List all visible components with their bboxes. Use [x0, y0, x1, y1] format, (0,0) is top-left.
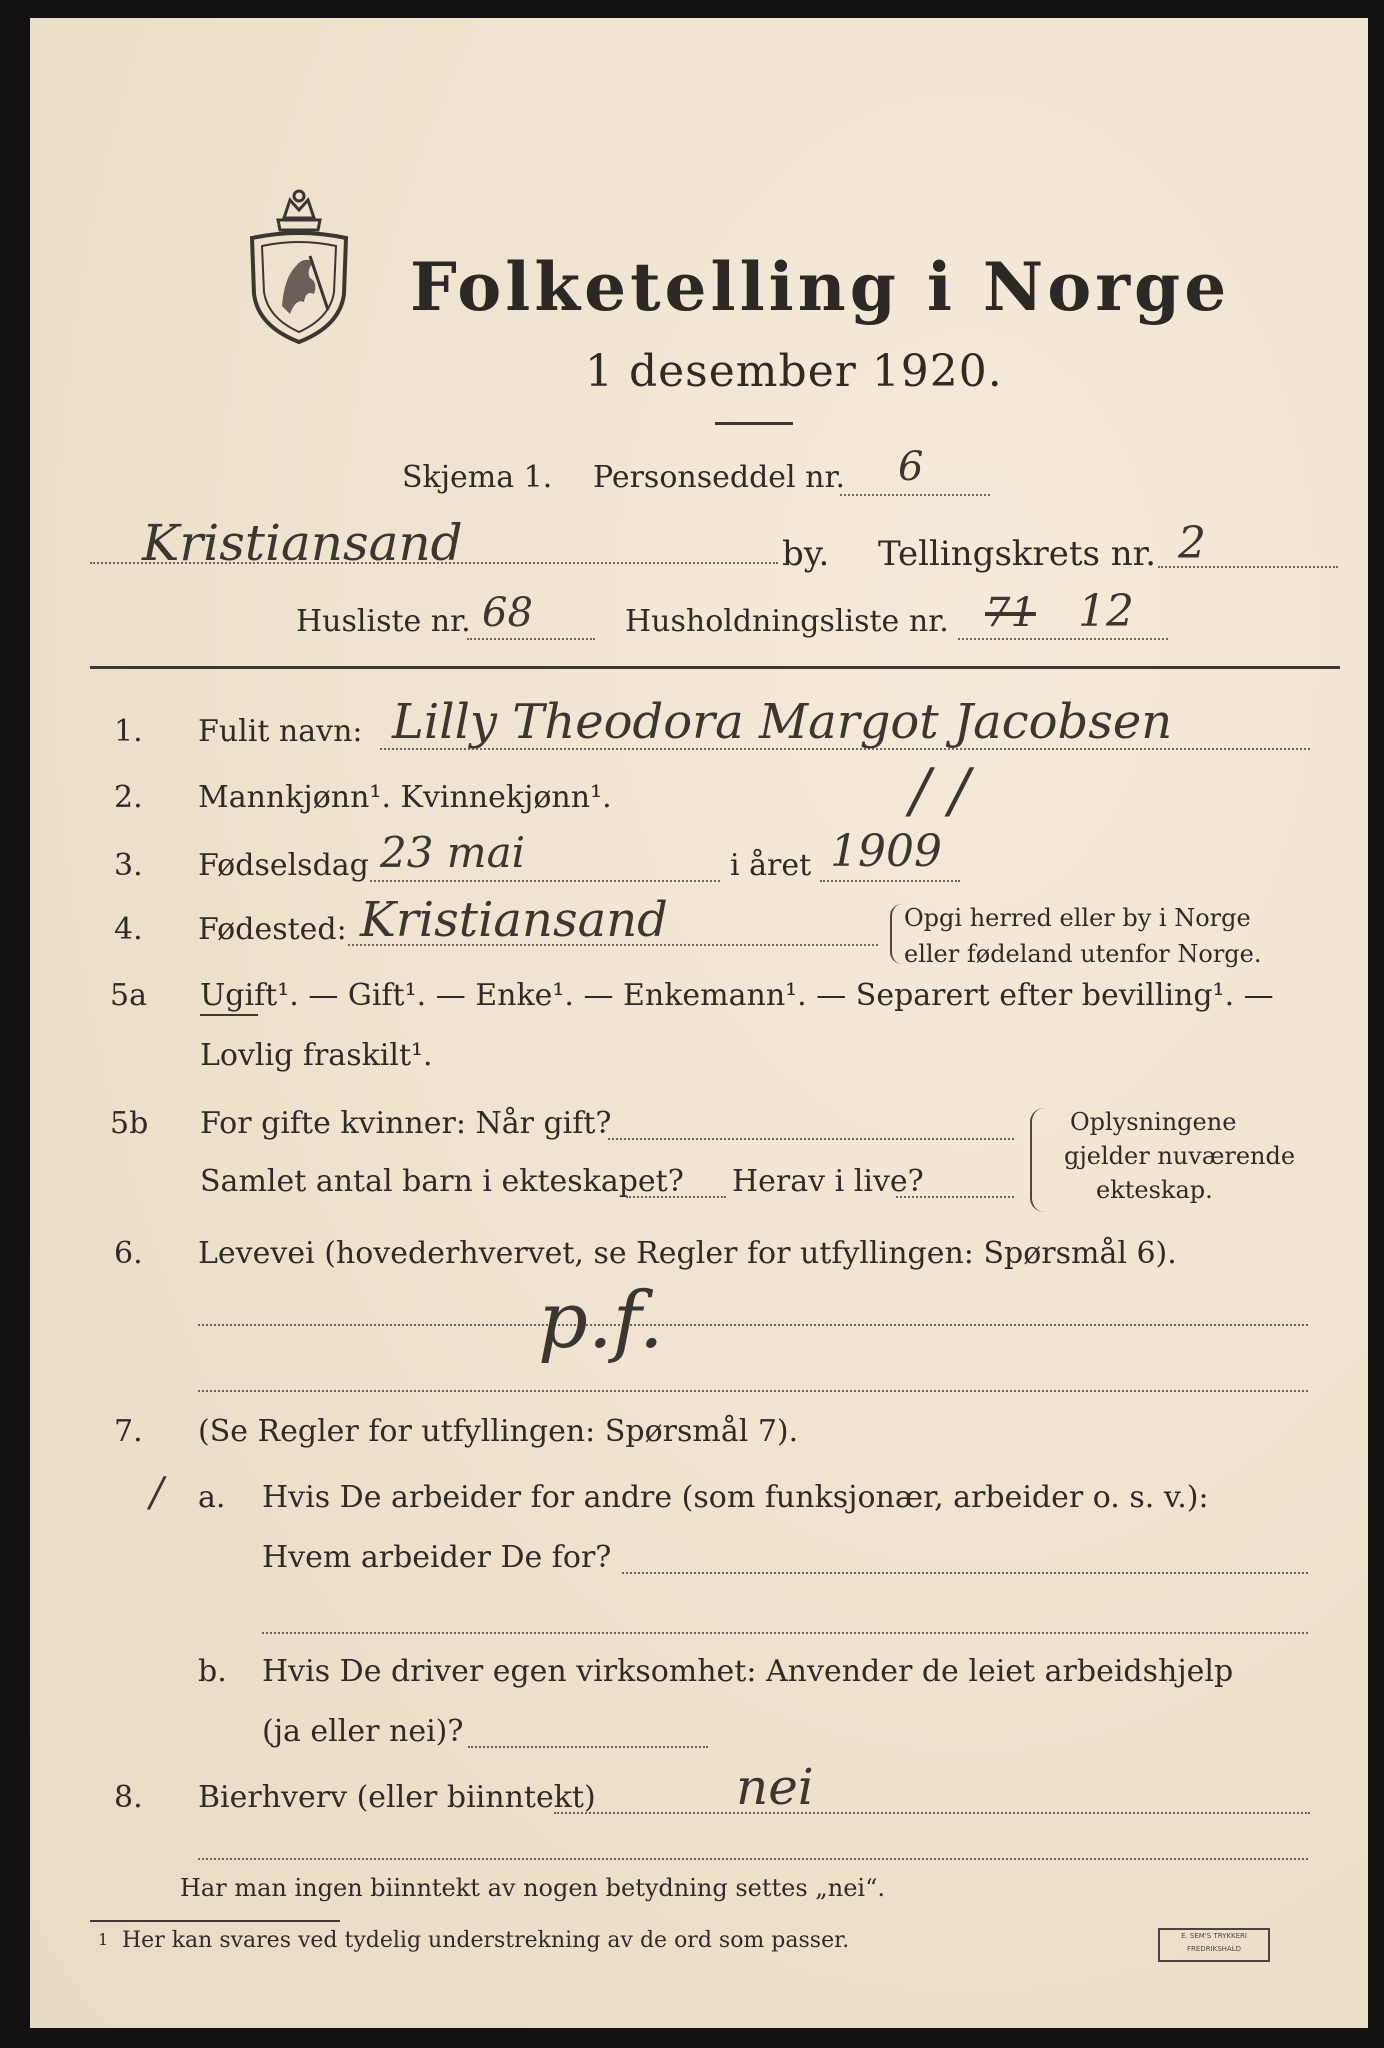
- q4-note-line2: eller fødeland utenfor Norge.: [904, 940, 1262, 968]
- q8-label: Bierhverv (eller biinntekt): [198, 1780, 596, 1815]
- ugift-underline: [200, 1014, 258, 1016]
- q7-number: 7.: [114, 1414, 143, 1449]
- q5b-note-line1: Oplysningene: [1070, 1108, 1237, 1136]
- husholdningsliste-value: 12: [1078, 586, 1134, 637]
- q5a-number: 5a: [110, 978, 147, 1013]
- husholdningsliste-label: Husholdningsliste nr.: [625, 604, 949, 639]
- printer-stamp-line2: FREDRIKSHALD: [1186, 1945, 1241, 1953]
- husholdningsliste-line: [958, 638, 1168, 640]
- printer-stamp-line1: E. SEM'S TRYKKERI: [1181, 1932, 1247, 1940]
- husholdningsliste-struck-value: 71: [985, 590, 1036, 636]
- husliste-line: [467, 638, 595, 640]
- birthday-value: 23 mai: [380, 828, 526, 877]
- husliste-label: Husliste nr.: [296, 604, 471, 639]
- q5b-line2a: Samlet antal barn i ekteskapet?: [200, 1164, 684, 1199]
- q6-number: 6.: [114, 1236, 143, 1271]
- q5b-line1: For gifte kvinner: Når gift?: [200, 1106, 612, 1141]
- q3-day-line: [370, 880, 720, 882]
- husliste-value: 68: [482, 590, 533, 636]
- q7a-mark: /: [150, 1470, 164, 1516]
- birthplace-value: Kristiansand: [360, 892, 668, 948]
- header-divider: [90, 666, 1340, 669]
- q2-label: Mannkjønn¹. Kvinnekjønn¹.: [198, 780, 612, 815]
- q4-note-line1: Opgi herred eller by i Norge: [904, 904, 1251, 932]
- personseddel-line: [840, 494, 990, 496]
- q5a-line2: Lovlig fraskilt¹.: [200, 1038, 433, 1073]
- q7a-line-extra: [262, 1632, 1308, 1634]
- gender-marks: / /: [910, 756, 970, 826]
- q5b-line2b: Herav i live?: [732, 1164, 924, 1199]
- q4-note-brace: [890, 904, 902, 964]
- q5b-note-brace: [1030, 1108, 1044, 1212]
- by-label: by.: [782, 534, 830, 574]
- q7a-line1: Hvis De arbeider for andre (som funksjonær, arbeider o. s. v.):: [262, 1480, 1209, 1515]
- q5b-number: 5b: [110, 1106, 149, 1141]
- census-date: 1 desember 1920.: [585, 346, 1003, 397]
- q5a-line1: Ugift¹. — Gift¹. — Enke¹. — Enkemann¹. — Separert efter bevilling¹. —: [200, 978, 1274, 1013]
- q5b-note-line2: gjelder nuværende: [1064, 1142, 1296, 1170]
- side-income-value: nei: [736, 1758, 814, 1816]
- printer-stamp: [1158, 1928, 1270, 1962]
- coat-of-arms-icon: [244, 186, 354, 346]
- q5b-children-line: [626, 1196, 726, 1198]
- occupation-value: p.f.: [538, 1276, 664, 1366]
- tellingskrets-label: Tellingskrets nr.: [878, 534, 1157, 574]
- q5b-note-line3: ekteskap.: [1096, 1176, 1213, 1204]
- q8-line2: [198, 1858, 1308, 1860]
- q4-label: Fødested:: [198, 912, 347, 947]
- birth-year-value: 1909: [830, 826, 942, 877]
- q6-line2: [198, 1390, 1308, 1392]
- full-name-value: Lilly Theodora Margot Jacobsen: [392, 694, 1173, 750]
- q7b-line: [468, 1746, 708, 1748]
- q7b-line1: Hvis De driver egen virksomhet: Anvender de leiet arbeidshjelp: [262, 1654, 1234, 1689]
- footnote-mark: 1: [98, 1930, 109, 1949]
- q3-year-label: i året: [730, 848, 812, 883]
- tellingskrets-value: 2: [1178, 518, 1206, 569]
- q6-label: Levevei (hovederhvervet, se Regler for utfyllingen: Spørsmål 6).: [198, 1236, 1177, 1271]
- q1-number: 1.: [114, 714, 143, 749]
- personseddel-label: Personseddel nr.: [593, 460, 846, 495]
- title-divider: [715, 422, 793, 425]
- q2-number: 2.: [114, 780, 143, 815]
- q4-number: 4.: [114, 912, 143, 947]
- skjema-label: Skjema 1.: [402, 460, 553, 495]
- q7a-line2: Hvem arbeider De for?: [262, 1540, 612, 1575]
- q7b-letter: b.: [198, 1654, 227, 1689]
- q7-label: (Se Regler for utfyllingen: Spørsmål 7).: [198, 1414, 799, 1449]
- q8-number: 8.: [114, 1780, 143, 1815]
- q5b-married-line: [608, 1138, 1014, 1140]
- personseddel-value: 6: [898, 444, 924, 490]
- city-value: Kristiansand: [142, 514, 463, 572]
- q8-line1: [554, 1812, 1310, 1814]
- q7b-line2: (ja eller nei)?: [262, 1714, 464, 1749]
- footer-note: Har man ingen biinntekt av nogen betydning settes „nei“.: [180, 1874, 885, 1902]
- q6-line1: [198, 1324, 1308, 1326]
- q7a-letter: a.: [198, 1480, 226, 1515]
- footnote-text: Her kan svares ved tydelig understrekning av de ord som passer.: [122, 1928, 850, 1953]
- census-form-sheet: [30, 18, 1368, 2028]
- q7a-line: [622, 1572, 1308, 1574]
- city-line: [90, 562, 778, 564]
- footer-divider: [90, 1920, 340, 1922]
- q3-number: 3.: [114, 848, 143, 883]
- q3-year-line: [820, 880, 960, 882]
- q1-label: Fulit navn:: [198, 714, 363, 749]
- q3-label: Fødselsdag: [198, 848, 369, 883]
- form-title: Folketelling i Norge: [410, 248, 1231, 326]
- q5b-alive-line: [896, 1196, 1014, 1198]
